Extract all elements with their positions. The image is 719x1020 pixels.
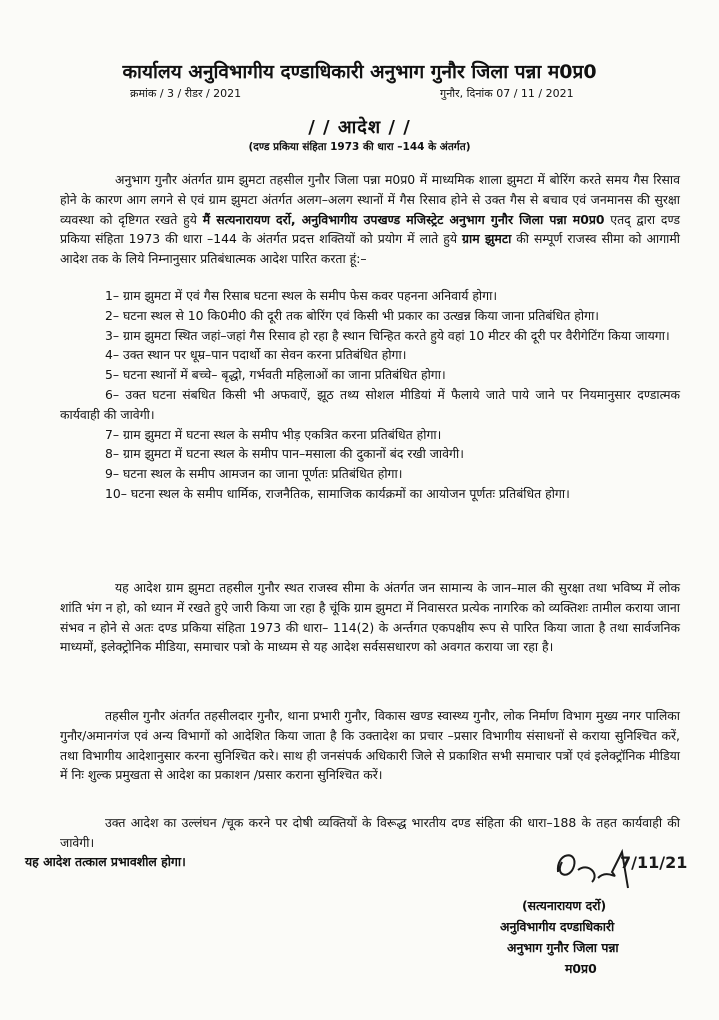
intro-part-2: एतद् द्वारा दण्ड प्रकिया संहिता 1973 की धारा –144 के अंतर्गत प्रदत्त शक्तियों को प्रयोग में लाते हुये <box>60 211 681 247</box>
restriction-item: 7– ग्राम झुमटा में घटना स्थल के समीप भीड़ एकत्रित करना प्रतिबंधित होगा। <box>105 426 442 442</box>
order-heading: / / आदेश / / <box>308 117 411 138</box>
handwritten-signature <box>548 832 698 902</box>
violation-paragraph: उक्त आदेश का उल्लंघन /चूक करने पर दोषी व्यक्तियों के विरूद्ध भारतीय दण्ड संहिता की धारा–188 के तहत कार्यवाही की जावेगी। <box>60 815 680 850</box>
reference-number: क्रमांक / 3 / रीडर / 2021 <box>130 87 242 100</box>
restriction-item: 6– उक्त घटना संबधित किसी भी अफवाऐं, झूठ तथ्य सोशल मीडियां में फैलाये जाते पाये जाने पर नियमानुसार दण्डात्मक कार्यवाही की जावेगी। <box>60 386 680 422</box>
village-name-bold: ग्राम झुमटा <box>462 231 512 247</box>
order-date: गुनौर, दिनांक 07 / 11 / 2021 <box>440 87 574 100</box>
intro-paragraph <box>60 170 680 269</box>
departments-paragraph: तहसील गुनौर अंतर्गत तहसीलदार गुनौर, थाना प्रभारी गुनौर, विकास खण्ड स्वास्थ्य गुनौर, लोक निर्माण विभाग मुख्य नगर पालिका गुनौर/अमानगंज एवं अन्य विभागों को आदेशित किया जाता है कि उक्तादेश का प्रचार –प्रसार विभागीय संसाधनों से कराया सुनिश्चित करें, तथा विभागीय आदेशानुसार करना सुनिश्चित करे। साथ ही जनसंपर्क अधिकारी जिले से प्रकाशित सभी समाचार पत्रों एवं इलेक्ट्रॉनिक मीडिया में निः शुल्क प्रमुखता से आदेश का प्रकाशन /प्रसार कराना सुनिश्चित करें। <box>60 708 680 783</box>
signatory-jurisdiction: अनुभाग गुनौर जिला पन्ना <box>507 940 619 955</box>
signature-date: 7/11/21 <box>620 853 688 872</box>
restriction-item: 3– ग्राम झुमटा स्थित जहां–जहां गैस रिसाव हो रहा है स्थान चिन्हित करते हुये वहां 10 मीटर की दूरी पर वैरीगेटिंग किया जायगा। <box>105 327 670 343</box>
publicity-paragraph: यह आदेश ग्राम झुमटा तहसील गुनौर स्थत राजस्व सीमा के अंतर्गत जन सामान्य के जान–माल की सुरक्षा तथा भविष्य में लोक शांति भंग न हो, को ध्यान में रखते हुऐ जारी किया जा रहा है चूंकि ग्राम झुमटा में निवासरत प्रत्येक नागरिक को व्यक्तिशः तामील कराया जाना संभव न होने से अतः दण्ड प्रकिया संहिता 1973 की धारा– 114(2) के अर्न्तगत एकपक्षीय रूप से पारित किया जाता है तथा सार्वजनिक माध्यमों, इलेक्ट्रोनिक मीडिया, समाचार पत्रो के माध्यम से यह आदेश सर्वससधारण को अवगत कराया जा रहा है। <box>60 580 680 655</box>
order-subheading: (दण्ड प्रकिया संहिता 1973 की धारा –144 के अंतर्गत) <box>248 141 471 153</box>
officer-name-bold: मैं सत्यनारायण दर्रो, अनुविभागीय उपखण्ड मजिस्ट्रेट अनुभाग गुनौर जिला पन्ना म0प्र0 <box>202 211 605 227</box>
office-title: कार्यालय अनुविभागीय दण्डाधिकारी अनुभाग गुनौर जिला पन्ना म0प्र0 <box>122 61 597 83</box>
restriction-item: 5– घटना स्थानों में बच्चे– बृद्धो, गर्भवती महिलाओं का जाना प्रतिबंधित होगा। <box>105 367 446 383</box>
restriction-item: 2– घटना स्थल से 10 कि0मी0 की दूरी तक बोरिंग एवं किसी भी प्रकार का उत्खन्न किया जाना प्रतिबंधित होगा। <box>105 307 599 323</box>
intro-part-3: की सम्पूर्ण राजस्व सीमा को आगामी आदेश तक के लिये निम्नानुसार प्रतिबंधात्मक आदेश पारित करता हूं:– <box>60 231 680 267</box>
restriction-list <box>60 286 680 504</box>
restriction-item: 8– ग्राम झुमटा में घटना स्थल के समीप पान–मसाला की दुकानों बंद रखी जावेगी। <box>105 446 464 462</box>
restriction-item: 10– घटना स्थल के समीप धार्मिक, राजनैतिक, सामाजिक कार्यक्रमों का आयोजन पूर्णतः प्रतिबंधित होगा। <box>105 485 570 501</box>
signatory-name: (सत्यनारायण दर्रो) <box>522 898 607 913</box>
signatory-state: म0प्र0 <box>565 961 597 976</box>
restriction-item: 4– उक्त स्थान पर धूम्र–पान पदार्थो का सेवन करना प्रतिबंधित होगा। <box>105 347 407 363</box>
restriction-item: 1– ग्राम झुमटा में एवं गैस रिसाब घटना स्थल के समीप फेस कवर पहनना अनिवार्य होगा। <box>105 288 498 303</box>
intro-part-1: अनुभाग गुनौर अंतर्गत ग्राम झुमटा तहसील गुनौर जिला पन्ना म0प्र0 में माध्यमिक शाला झुमटा में बोरिंग करते समय गैस रिसाव होने के कारण आग लगने से एवं ग्राम झुमटा अंतर्गत अलग–अलग स्थानों में गैस रिसाव होने से उक्त गैस से बचाव एवं जनमानस की सुरक्षा व्यवस्था को दृष्टिगत रखते हुये <box>60 172 680 227</box>
signatory-designation: अनुविभागीय दण्डाधिकारी <box>500 919 615 934</box>
effective-statement: यह आदेश तत्काल प्रभावशील होगा। <box>25 854 186 869</box>
restriction-item: 9– घटना स्थल के समीप आमजन का जाना पूर्णतः प्रतिबंधित होगा। <box>105 466 403 482</box>
